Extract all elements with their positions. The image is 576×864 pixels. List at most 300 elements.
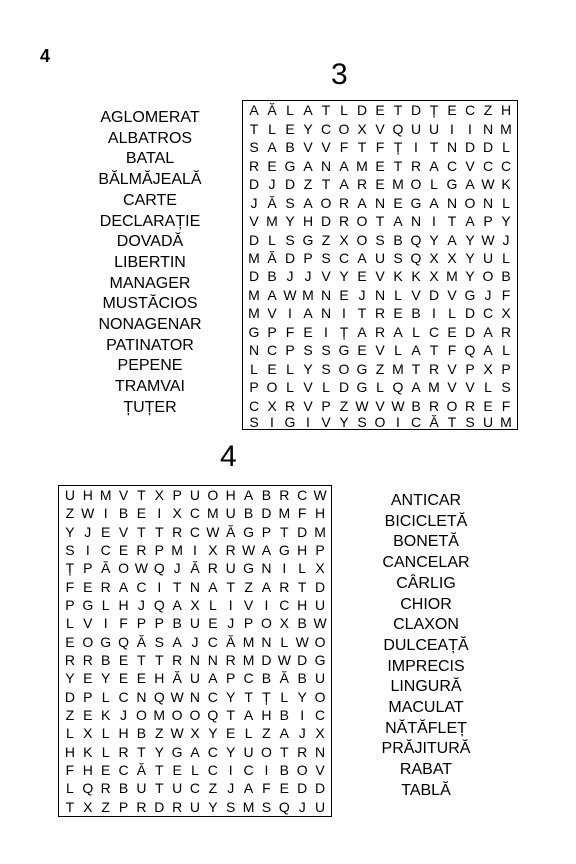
grid-cell[interactable]: V — [447, 360, 457, 377]
grid-cell[interactable]: D — [284, 176, 296, 193]
grid-cell[interactable]: L — [394, 286, 402, 303]
grid-cell[interactable]: K — [83, 743, 93, 760]
grid-cell[interactable]: C — [482, 305, 494, 322]
grid-cell[interactable]: X — [483, 360, 493, 377]
grid-cell[interactable]: C — [297, 487, 308, 504]
grid-cell[interactable]: N — [248, 342, 260, 359]
grid-cell[interactable]: T — [375, 213, 385, 230]
grid-cell[interactable]: J — [227, 780, 235, 797]
grid-cell[interactable]: Q — [410, 231, 422, 248]
grid-cell[interactable]: W — [283, 286, 297, 303]
grid-cell[interactable]: S — [393, 249, 403, 266]
grid-cell[interactable]: L — [502, 249, 510, 266]
grid-cell[interactable]: D — [315, 578, 326, 595]
grid-cell[interactable]: T — [321, 176, 331, 193]
grid-cell[interactable]: M — [302, 286, 314, 303]
grid-cell[interactable]: Ă — [429, 414, 439, 430]
grid-cell[interactable]: Q — [410, 249, 422, 266]
grid-cell[interactable]: I — [157, 505, 162, 522]
grid-cell[interactable]: F — [119, 615, 128, 632]
grid-cell[interactable]: Y — [226, 743, 236, 760]
grid-cell[interactable]: B — [393, 231, 403, 248]
grid-cell[interactable]: C — [118, 762, 129, 779]
grid-cell[interactable]: M — [99, 487, 112, 504]
grid-cell[interactable]: U — [172, 780, 183, 797]
grid-cell[interactable]: S — [321, 342, 331, 359]
grid-cell[interactable]: I — [264, 597, 269, 614]
grid-cell[interactable]: V — [465, 379, 475, 396]
grid-cell[interactable]: C — [410, 414, 422, 430]
grid-cell[interactable]: W — [391, 397, 405, 414]
grid-cell[interactable]: Ă — [190, 560, 200, 577]
grid-cell[interactable]: G — [410, 194, 422, 211]
grid-cell[interactable]: W — [313, 487, 327, 504]
grid-cell[interactable]: E — [447, 323, 457, 340]
grid-cell[interactable]: N — [374, 194, 386, 211]
grid-cell[interactable]: D — [428, 286, 440, 303]
grid-cell[interactable]: P — [83, 688, 93, 705]
grid-cell[interactable]: H — [82, 762, 93, 779]
grid-cell[interactable]: P — [465, 360, 475, 377]
grid-cell[interactable]: Q — [153, 560, 165, 577]
grid-cell[interactable]: D — [297, 652, 308, 669]
grid-cell[interactable]: J — [250, 194, 258, 211]
grid-cell[interactable]: Z — [375, 360, 385, 377]
grid-cell[interactable]: A — [172, 597, 182, 614]
grid-cell[interactable]: I — [432, 305, 436, 322]
grid-cell[interactable]: P — [267, 323, 277, 340]
grid-cell[interactable]: Ă — [136, 633, 147, 650]
grid-cell[interactable]: H — [261, 707, 272, 724]
grid-cell[interactable]: V — [243, 597, 254, 614]
grid-cell[interactable]: O — [410, 176, 422, 193]
grid-cell[interactable]: O — [266, 379, 278, 396]
grid-cell[interactable]: D — [261, 505, 272, 522]
grid-cell[interactable]: D — [482, 139, 494, 156]
grid-cell[interactable]: T — [172, 578, 182, 595]
grid-cell[interactable]: K — [100, 707, 111, 724]
grid-cell[interactable]: B — [279, 762, 289, 779]
grid-cell[interactable]: A — [465, 176, 475, 193]
grid-cell[interactable]: E — [100, 762, 111, 779]
grid-cell[interactable]: C — [464, 102, 476, 119]
grid-cell[interactable]: C — [320, 120, 332, 137]
grid-cell[interactable]: P — [154, 542, 164, 559]
grid-cell[interactable]: W — [241, 542, 256, 559]
grid-cell[interactable]: Ț — [429, 102, 439, 119]
grid-cell[interactable]: M — [392, 176, 404, 193]
grid-cell[interactable]: R — [172, 798, 183, 815]
grid-cell[interactable]: N — [374, 286, 386, 303]
grid-cell[interactable]: R — [118, 743, 129, 760]
grid-cell[interactable]: R — [500, 323, 512, 340]
grid-cell[interactable]: I — [414, 139, 418, 156]
grid-cell[interactable]: L — [280, 688, 289, 705]
grid-cell[interactable]: F — [501, 397, 511, 414]
grid-cell[interactable]: V — [375, 120, 385, 137]
grid-cell[interactable]: Z — [208, 780, 218, 797]
grid-cell[interactable]: Y — [303, 120, 313, 137]
grid-cell[interactable]: J — [137, 597, 145, 614]
grid-cell[interactable]: T — [429, 139, 439, 156]
grid-cell[interactable]: G — [314, 652, 326, 669]
grid-cell[interactable]: N — [189, 578, 201, 595]
grid-cell[interactable]: U — [428, 120, 440, 137]
grid-cell[interactable]: A — [393, 213, 403, 230]
grid-cell[interactable]: R — [279, 578, 290, 595]
grid-cell[interactable]: C — [428, 323, 440, 340]
grid-cell[interactable]: G — [100, 633, 112, 650]
grid-cell[interactable]: T — [393, 102, 403, 119]
grid-cell[interactable]: D — [410, 102, 422, 119]
grid-cell[interactable]: C — [315, 707, 326, 724]
grid-cell[interactable]: X — [339, 231, 349, 248]
grid-cell[interactable]: E — [118, 652, 129, 669]
grid-cell[interactable]: L — [208, 597, 217, 614]
grid-cell[interactable]: B — [297, 670, 307, 687]
grid-cell[interactable]: R — [225, 542, 236, 559]
grid-cell[interactable]: B — [411, 397, 421, 414]
grid-cell[interactable]: J — [120, 707, 128, 724]
grid-cell[interactable]: U — [225, 505, 236, 522]
grid-cell[interactable]: R — [410, 157, 422, 174]
grid-cell[interactable]: I — [103, 615, 108, 632]
grid-cell[interactable]: B — [243, 505, 254, 522]
grid-cell[interactable]: T — [137, 487, 146, 504]
grid-cell[interactable]: W — [277, 652, 291, 669]
grid-cell[interactable]: E — [303, 323, 313, 340]
grid-cell[interactable]: S — [357, 414, 367, 430]
grid-cell[interactable]: L — [244, 725, 253, 742]
grid-cell[interactable]: T — [226, 707, 235, 724]
grid-cell[interactable]: Ă — [267, 102, 277, 119]
grid-cell[interactable]: V — [447, 286, 457, 303]
grid-cell[interactable]: N — [320, 157, 332, 174]
grid-cell[interactable]: I — [306, 414, 310, 430]
grid-cell[interactable]: V — [411, 286, 421, 303]
grid-cell[interactable]: G — [171, 743, 183, 760]
grid-cell[interactable]: K — [411, 268, 421, 285]
grid-cell[interactable]: R — [225, 652, 236, 669]
grid-cell[interactable]: P — [249, 379, 259, 396]
grid-cell[interactable]: I — [468, 120, 472, 137]
grid-cell[interactable]: G — [243, 523, 255, 540]
grid-cell[interactable]: E — [65, 633, 75, 650]
grid-cell[interactable]: E — [375, 102, 385, 119]
grid-cell[interactable]: H — [82, 487, 93, 504]
grid-cell[interactable]: R — [136, 542, 147, 559]
grid-cell[interactable]: D — [356, 102, 368, 119]
grid-cell[interactable]: E — [393, 194, 403, 211]
grid-cell[interactable]: T — [154, 523, 164, 540]
grid-cell[interactable]: N — [446, 194, 458, 211]
grid-cell[interactable]: D — [248, 176, 260, 193]
grid-cell[interactable]: Q — [392, 120, 404, 137]
grid-cell[interactable]: E — [375, 157, 385, 174]
grid-cell[interactable]: W — [481, 231, 495, 248]
grid-cell[interactable]: Ț — [65, 560, 75, 577]
grid-cell[interactable]: X — [83, 725, 93, 742]
grid-cell[interactable]: R — [464, 397, 476, 414]
grid-cell[interactable]: Ă — [100, 560, 111, 577]
grid-cell[interactable]: N — [189, 652, 201, 669]
grid-cell[interactable]: Q — [207, 707, 219, 724]
grid-cell[interactable]: R — [338, 213, 350, 230]
grid-cell[interactable]: S — [249, 139, 259, 156]
grid-cell[interactable]: D — [464, 139, 476, 156]
grid-cell[interactable]: L — [280, 633, 289, 650]
grid-cell[interactable]: M — [248, 305, 260, 322]
grid-cell[interactable]: G — [302, 231, 314, 248]
grid-cell[interactable]: F — [447, 342, 457, 359]
grid-cell[interactable]: U — [136, 780, 147, 797]
grid-cell[interactable]: I — [103, 505, 108, 522]
grid-cell[interactable]: C — [482, 157, 494, 174]
grid-cell[interactable]: R — [279, 487, 290, 504]
grid-cell[interactable]: L — [66, 780, 74, 797]
grid-cell[interactable]: E — [226, 725, 236, 742]
grid-cell[interactable]: A — [303, 157, 313, 174]
grid-cell[interactable]: V — [465, 157, 475, 174]
grid-cell[interactable]: L — [101, 725, 110, 742]
grid-cell[interactable]: Q — [153, 597, 165, 614]
grid-cell[interactable]: E — [83, 578, 93, 595]
grid-cell[interactable]: L — [448, 305, 456, 322]
grid-cell[interactable]: W — [295, 633, 309, 650]
grid-cell[interactable]: E — [136, 670, 147, 687]
grid-cell[interactable]: E — [172, 762, 182, 779]
grid-cell[interactable]: F — [285, 323, 295, 340]
grid-cell[interactable]: O — [207, 487, 219, 504]
grid-cell[interactable]: Ă — [279, 670, 289, 687]
grid-cell[interactable]: B — [279, 707, 289, 724]
grid-cell[interactable]: L — [268, 231, 276, 248]
grid-cell[interactable]: T — [393, 157, 403, 174]
grid-cell[interactable]: R — [172, 523, 183, 540]
grid-cell[interactable]: Y — [465, 249, 475, 266]
grid-cell[interactable]: A — [190, 743, 200, 760]
grid-cell[interactable]: J — [268, 176, 276, 193]
grid-cell[interactable]: X — [315, 560, 325, 577]
grid-cell[interactable]: Z — [65, 707, 75, 724]
grid-cell[interactable]: Y — [65, 670, 75, 687]
grid-cell[interactable]: J — [502, 231, 510, 248]
grid-cell[interactable]: L — [376, 379, 384, 396]
grid-cell[interactable]: O — [464, 194, 476, 211]
grid-cell[interactable]: O — [356, 231, 368, 248]
grid-cell[interactable]: J — [191, 633, 199, 650]
grid-cell[interactable]: G — [338, 342, 350, 359]
grid-cell[interactable]: A — [267, 286, 277, 303]
grid-cell[interactable]: X — [447, 249, 457, 266]
grid-cell[interactable]: Ț — [393, 139, 403, 156]
grid-cell[interactable]: C — [248, 397, 260, 414]
grid-cell[interactable]: X — [315, 725, 325, 742]
grid-cell[interactable]: R — [207, 560, 218, 577]
grid-cell[interactable]: J — [173, 560, 181, 577]
grid-cell[interactable]: M — [242, 798, 255, 815]
grid-cell[interactable]: B — [100, 652, 111, 669]
grid-cell[interactable]: H — [500, 102, 512, 119]
grid-cell[interactable]: A — [483, 342, 493, 359]
grid-cell[interactable]: Z — [101, 798, 110, 815]
grid-cell[interactable]: H — [64, 743, 75, 760]
grid-cell[interactable]: L — [286, 102, 294, 119]
grid-cell[interactable]: M — [428, 379, 440, 396]
grid-cell[interactable]: S — [261, 798, 272, 815]
grid-cell[interactable]: P — [83, 560, 93, 577]
grid-cell[interactable]: P — [154, 615, 164, 632]
grid-cell[interactable]: A — [465, 213, 475, 230]
grid-cell[interactable]: V — [375, 268, 385, 285]
grid-cell[interactable]: Y — [429, 231, 439, 248]
grid-cell[interactable]: Ă — [136, 762, 147, 779]
grid-cell[interactable]: J — [484, 286, 492, 303]
grid-cell[interactable]: U — [482, 249, 494, 266]
grid-cell[interactable]: U — [189, 615, 201, 632]
grid-cell[interactable]: P — [261, 523, 272, 540]
grid-cell[interactable]: J — [298, 798, 306, 815]
grid-cell[interactable]: L — [250, 360, 258, 377]
grid-cell[interactable]: S — [65, 542, 75, 559]
grid-cell[interactable]: T — [65, 798, 75, 815]
grid-cell[interactable]: V — [321, 414, 331, 430]
grid-cell[interactable]: Q — [392, 379, 404, 396]
grid-cell[interactable]: U — [64, 487, 75, 504]
grid-cell[interactable]: Y — [339, 414, 349, 430]
grid-cell[interactable]: L — [430, 176, 438, 193]
grid-cell[interactable]: A — [279, 725, 289, 742]
grid-cell[interactable]: M — [248, 286, 260, 303]
grid-cell[interactable]: I — [85, 542, 90, 559]
grid-cell[interactable]: L — [101, 743, 110, 760]
grid-cell[interactable]: Y — [285, 213, 295, 230]
grid-cell[interactable]: Y — [339, 268, 349, 285]
grid-cell[interactable]: A — [447, 231, 457, 248]
grid-cell[interactable]: E — [100, 523, 111, 540]
grid-cell[interactable]: Y — [297, 688, 307, 705]
grid-cell[interactable]: U — [482, 414, 494, 430]
grid-cell[interactable]: L — [101, 597, 110, 614]
grid-cell[interactable]: W — [134, 560, 148, 577]
grid-cell[interactable]: O — [446, 397, 458, 414]
grid-cell[interactable]: L — [484, 379, 492, 396]
grid-cell[interactable]: T — [280, 523, 289, 540]
grid-cell[interactable]: S — [285, 231, 295, 248]
grid-cell[interactable]: F — [65, 762, 75, 779]
grid-cell[interactable]: X — [357, 120, 367, 137]
grid-cell[interactable]: T — [137, 743, 146, 760]
grid-cell[interactable]: D — [320, 213, 332, 230]
grid-cell[interactable]: F — [262, 780, 271, 797]
grid-cell[interactable]: B — [261, 487, 272, 504]
grid-cell[interactable]: Y — [465, 268, 475, 285]
grid-cell[interactable]: A — [357, 249, 367, 266]
grid-cell[interactable]: J — [286, 268, 294, 285]
grid-cell[interactable]: G — [356, 360, 368, 377]
grid-cell[interactable]: M — [242, 652, 255, 669]
grid-cell[interactable]: V — [249, 213, 259, 230]
grid-cell[interactable]: R — [136, 798, 147, 815]
grid-cell[interactable]: R — [100, 780, 111, 797]
grid-cell[interactable]: B — [411, 305, 421, 322]
grid-cell[interactable]: X — [267, 397, 277, 414]
grid-cell[interactable]: E — [118, 670, 129, 687]
grid-cell[interactable]: V — [315, 762, 325, 779]
grid-cell[interactable]: M — [500, 120, 512, 137]
grid-cell[interactable]: V — [447, 379, 457, 396]
grid-cell[interactable]: Y — [226, 688, 236, 705]
grid-cell[interactable]: F — [65, 578, 75, 595]
grid-cell[interactable]: W — [355, 397, 369, 414]
grid-cell[interactable]: E — [136, 505, 147, 522]
grid-cell[interactable]: Ă — [267, 249, 277, 266]
grid-cell[interactable]: T — [244, 688, 253, 705]
grid-cell[interactable]: X — [279, 615, 289, 632]
grid-cell[interactable]: H — [297, 597, 308, 614]
grid-cell[interactable]: V — [83, 615, 93, 632]
grid-cell[interactable]: F — [375, 139, 385, 156]
grid-cell[interactable]: M — [500, 414, 512, 430]
grid-cell[interactable]: R — [338, 194, 350, 211]
grid-cell[interactable]: Y — [465, 231, 475, 248]
grid-cell[interactable]: U — [189, 487, 201, 504]
grid-cell[interactable]: L — [191, 762, 199, 779]
grid-cell[interactable]: N — [261, 633, 272, 650]
grid-cell[interactable]: B — [261, 670, 272, 687]
grid-cell[interactable]: W — [81, 505, 95, 522]
grid-cell[interactable]: A — [261, 542, 272, 559]
grid-cell[interactable]: R — [374, 305, 386, 322]
grid-cell[interactable]: C — [279, 597, 290, 614]
grid-cell[interactable]: P — [285, 342, 295, 359]
grid-cell[interactable]: K — [501, 176, 511, 193]
grid-cell[interactable]: P — [501, 360, 511, 377]
grid-cell[interactable]: D — [284, 249, 296, 266]
grid-cell[interactable]: F — [297, 505, 307, 522]
grid-cell[interactable]: S — [375, 231, 385, 248]
grid-cell[interactable]: S — [285, 194, 295, 211]
grid-cell[interactable]: Z — [483, 102, 493, 119]
grid-cell[interactable]: C — [207, 762, 218, 779]
grid-cell[interactable]: V — [303, 397, 313, 414]
grid-cell[interactable]: U — [189, 798, 201, 815]
grid-cell[interactable]: S — [154, 633, 164, 650]
grid-cell[interactable]: D — [464, 305, 476, 322]
grid-cell[interactable]: U — [315, 597, 326, 614]
grid-cell[interactable]: H — [315, 505, 326, 522]
grid-cell[interactable]: E — [285, 120, 295, 137]
grid-cell[interactable]: I — [450, 120, 454, 137]
grid-cell[interactable]: B — [118, 780, 129, 797]
grid-cell[interactable]: N — [482, 194, 494, 211]
grid-cell[interactable]: L — [502, 139, 510, 156]
grid-cell[interactable]: Ă — [172, 670, 182, 687]
grid-cell[interactable]: A — [339, 157, 349, 174]
grid-cell[interactable]: L — [268, 120, 276, 137]
grid-cell[interactable]: Y — [208, 725, 218, 742]
grid-cell[interactable]: D — [248, 268, 260, 285]
grid-cell[interactable]: T — [297, 578, 307, 595]
grid-cell[interactable]: V — [321, 268, 331, 285]
grid-cell[interactable]: H — [297, 542, 308, 559]
grid-cell[interactable]: N — [315, 743, 326, 760]
grid-cell[interactable]: M — [278, 505, 291, 522]
grid-cell[interactable]: T — [137, 523, 146, 540]
grid-cell[interactable]: U — [189, 670, 201, 687]
grid-cell[interactable]: T — [357, 305, 367, 322]
grid-cell[interactable]: U — [410, 120, 422, 137]
